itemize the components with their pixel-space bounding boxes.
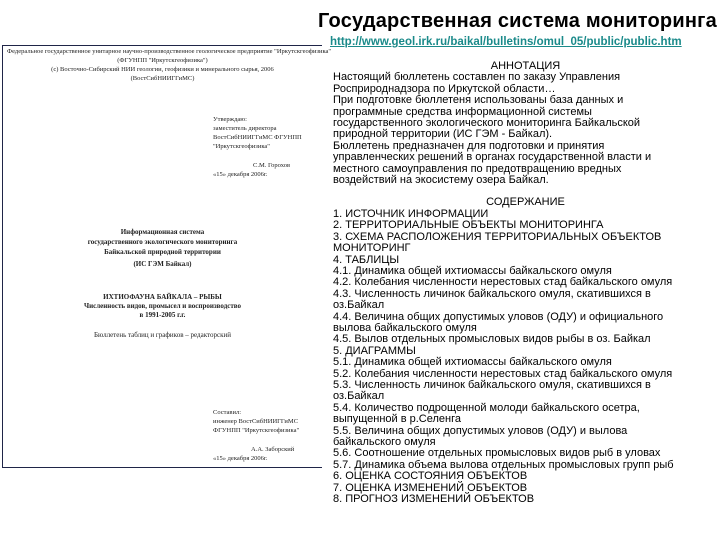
annotation-line: При подготовке бюллетеня использованы база данных и xyxy=(333,94,624,107)
contents-item: 7. ОЦЕНКА ИЗМЕНЕНИЙ ОБЪЕКТОВ xyxy=(333,481,528,494)
contents-item: 8. ПРОГНОЗ ИЗМЕНЕНИЙ ОБЪЕКТОВ xyxy=(333,493,535,506)
doc-author-date: «15» декабря 2006г. xyxy=(213,455,268,462)
contents-item: 4.4. Величина общих допустимых уловов (ОДУ) и официального xyxy=(333,310,664,323)
contents-item: 1. ИСТОЧНИК ИНФОРМАЦИИ xyxy=(333,207,489,220)
annotation-heading: АННОТАЦИЯ xyxy=(490,60,561,72)
contents-item: 4.1. Динамика общей ихтиомассы байкальского омуля xyxy=(333,264,612,277)
contents-item: 5.3. Численность личинок байкальского омуля, скатившихся в xyxy=(333,378,651,391)
annotation-line: Росприроднадзора по Иркутской области… xyxy=(333,82,556,95)
doc-system: Информационная система xyxy=(120,228,205,236)
annotation-line: Бюллетень предназначен для подготовки и принятия xyxy=(333,139,605,152)
contents-item: 4.3. Численность личинок байкальского омуля, скатившихся в xyxy=(333,287,651,300)
doc-approve: Утверждаю: xyxy=(213,116,247,123)
contents-item: 6. ОЦЕНКА СОСТОЯНИЯ ОБЪЕКТОВ xyxy=(333,470,528,483)
contents-item: вылова байкальского омуля xyxy=(333,321,477,334)
contents-item: оз.Байкал xyxy=(333,299,385,312)
contents-item: 5.4. Количество подрощенной молоди байкальского осетра, xyxy=(333,401,640,414)
contents-item: выпущенной в р.Селенга xyxy=(333,413,461,426)
contents-item: 5.5. Величина общих допустимых уловов (ОДУ) и вылова xyxy=(333,424,628,437)
doc-approve-name: С.М. Горохов xyxy=(253,162,291,169)
annotation-line: Настоящий бюллетень составлен по заказу Управления xyxy=(333,71,621,84)
doc-org: (ФГУНПП "Иркутскгеофизика") xyxy=(117,57,208,64)
contents-item: 3. СХЕМА РАСПОЛОЖЕНИЯ ТЕРРИТОРИАЛЬНЫХ ОБЪЕКТОВ xyxy=(333,230,662,243)
annotation-line: местного самоуправления по предотвращению вредных xyxy=(333,162,622,175)
doc-system: государственного экологического мониторинга xyxy=(87,238,238,246)
text-panel xyxy=(333,61,718,505)
annotation-line: управленческих решений в органах государственной власти и xyxy=(333,151,652,164)
doc-title: ИХТИОФАУНА БАЙКАЛА – РЫБЫ xyxy=(103,293,222,301)
doc-approve-date: «15» декабря 2006г. xyxy=(213,171,268,178)
doc-bulletin: Бюллетень таблиц и графиков – редакторский xyxy=(94,331,231,339)
annotation-line: государственного экологического мониторинга Байкальской xyxy=(333,117,641,130)
doc-approve: "Иркутскгеофизика" xyxy=(213,143,270,150)
contents-item: 4. ТАБЛИЦЫ xyxy=(333,253,400,266)
contents-item: байкальского омуля xyxy=(333,436,436,448)
contents-item: 5. ДИАГРАММЫ xyxy=(333,344,416,357)
doc-author: инженер ВостСибНИИГГиМС xyxy=(213,418,299,425)
contents-item: 4.5. Вылов отдельных промысловых видов рыбы в оз. Байкал xyxy=(333,333,651,346)
doc-system: Байкальской природной территории xyxy=(104,248,221,256)
doc-author: Составил: xyxy=(213,409,242,416)
annotation-body xyxy=(333,72,718,186)
contents-item: 5.2. Колебания численности нерестовых стад байкальского омуля xyxy=(333,367,673,380)
contents-item: 5.6. Соотношение отдельных промысловых видов рыб в уловах xyxy=(333,447,661,460)
annotation-line: природной территории (ИС ГЭМ - Байкал). xyxy=(333,128,553,141)
doc-approve: ВостСибНИИГГиМС ФГУНПП xyxy=(213,134,302,141)
doc-org: (ВостСибНИИГГиМС) xyxy=(130,75,195,82)
doc-author: ФГУНПП "Иркутскгеофизика" xyxy=(213,427,300,434)
contents-item: оз.Байкал xyxy=(333,390,385,403)
doc-system: (ИС ГЭМ Байкал) xyxy=(133,260,192,268)
annotation-line: воздействий на экосистему озера Байкал. xyxy=(333,174,549,187)
contents-item: 4.2. Колебания численности нерестовых стад байкальского омуля xyxy=(333,276,673,289)
source-link[interactable]: http://www.geol.irk.ru/baikal/bulletins/omul_05/public/public.htm xyxy=(330,36,682,48)
contents-heading: СОДЕРЖАНИЕ xyxy=(486,196,565,209)
contents-item: 2. ТЕРРИТОРИАЛЬНЫЕ ОБЪЕКТЫ МОНИТОРИНГА xyxy=(333,219,604,232)
doc-subtitle: Численность видов, промысел и воспроизводство xyxy=(83,302,242,310)
doc-author-name: А.А. Заборский xyxy=(251,446,295,453)
doc-years: в 1991-2005 г.г. xyxy=(139,311,186,319)
contents-item: 5.1. Динамика общей ихтиомассы байкальского омуля xyxy=(333,356,612,369)
doc-approve: заместитель директора xyxy=(213,125,277,132)
contents-list xyxy=(333,209,718,506)
annotation-line: программные средства информационной системы xyxy=(333,105,592,118)
doc-org: (с) Восточно-Сибирский НИИ геологии, геофизики и минерального сырья, 2006 xyxy=(51,66,274,73)
contents-item: 5.7. Динамика объема вылова отдельных промысловых групп рыб xyxy=(333,458,674,471)
doc-org: Федеральное государственное унитарное научно-производственное геологическое предприятие "Иркутскгеофизика" xyxy=(7,48,332,55)
page-title: Государственная система мониторинга xyxy=(318,10,717,32)
contents-item: МОНИТОРИНГ xyxy=(333,242,411,255)
document-preview xyxy=(2,45,332,468)
